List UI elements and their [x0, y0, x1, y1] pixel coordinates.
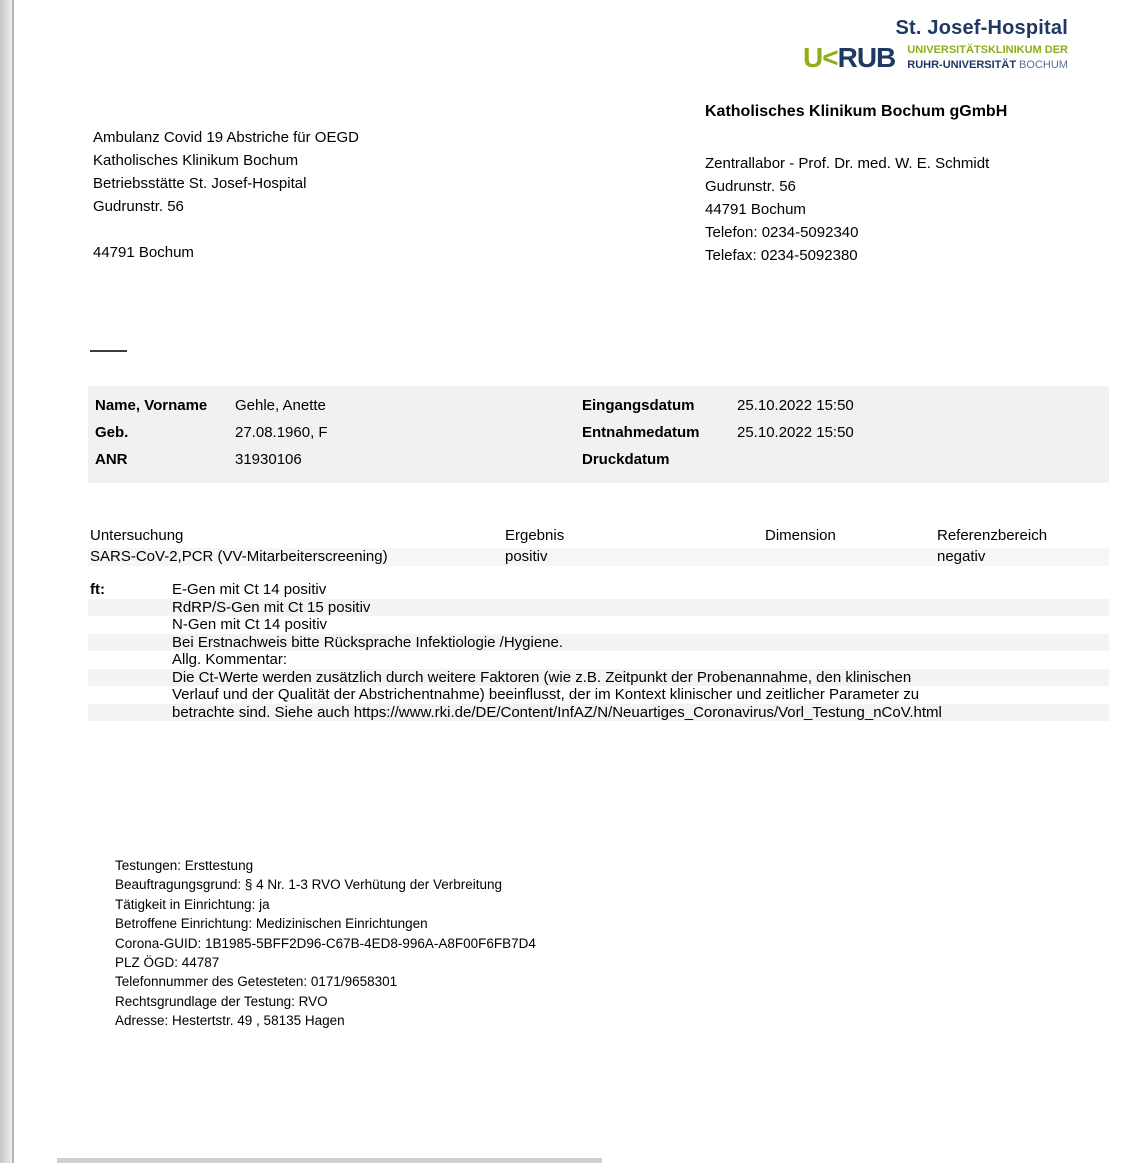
result-row-sars-cov-2 — [88, 548, 1109, 566]
info-rechtsgrundlage: Rechtsgrundlage der Testung: RVO — [115, 993, 328, 1009]
uk-logo-glyph: U< — [803, 42, 838, 73]
comment-line: N-Gen mit Ct 14 positiv — [172, 616, 328, 633]
name-label: Name, Vorname — [95, 397, 208, 414]
comment-block — [88, 581, 1109, 721]
info-beauftragungsgrund: Beauftragungsgrund: § 4 Nr. 1-3 RVO Verhütung der Verbreitung — [115, 877, 503, 893]
info-testungen: Testungen: Ersttestung — [115, 858, 254, 873]
geburtsdatum-value: 27.08.1960, F — [235, 424, 328, 441]
sender-fax: Telefax: 0234-5092380 — [705, 247, 858, 264]
entnahmedatum-label: Entnahmedatum — [582, 424, 700, 441]
comment-line: Die Ct-Werte werden zusätzlich durch weitere Faktoren (wie z.B. Zeitpunkt der Probenannahme, den klinischen — [88, 669, 1109, 687]
recipient-line: Betriebsstätte St. Josef-Hospital — [93, 175, 307, 192]
result-value: positiv — [505, 548, 548, 565]
info-adresse: Adresse: Hestertstr. 49 , 58135 Hagen — [115, 1013, 345, 1029]
comment-line: Allg. Kommentar: — [172, 651, 288, 668]
patient-row — [88, 451, 1109, 478]
comment-line: ft: E-Gen mit Ct 14 positiv — [90, 581, 327, 598]
result-reference: negativ — [937, 548, 986, 565]
hospital-name: St. Josef-Hospital — [895, 17, 1068, 39]
anr-value: 31930106 — [235, 451, 302, 468]
recipient-gap — [93, 218, 359, 241]
recipient-city: 44791 Bochum — [93, 244, 194, 261]
recipient-line: Katholisches Klinikum Bochum — [93, 152, 299, 169]
info-corona-guid: Corona-GUID: 1B1985-5BFF2D96-C67B-4ED8-996A-A8F00F6FB7D4 — [115, 935, 536, 951]
patient-info-box — [88, 386, 1109, 483]
comment-line: Bei Erstnachweis bitte Rücksprache Infektiologie /Hygiene. — [88, 634, 1109, 652]
anr-label: ANR — [95, 451, 128, 468]
druckdatum-label: Druckdatum — [582, 451, 670, 468]
hospital-branding — [803, 17, 1068, 72]
fold-mark — [90, 350, 127, 352]
result-test-name: SARS-CoV-2,PCR (VV-Mitarbeiterscreening) — [90, 548, 388, 565]
info-telefonnummer: Telefonnummer des Getesteten: 0171/9658301 — [115, 974, 398, 990]
sender-line: Zentrallabor - Prof. Dr. med. W. E. Schmidt — [705, 155, 990, 172]
ukrub-logo-text — [907, 44, 1068, 72]
page-bottom-edge — [57, 1158, 602, 1163]
oegd-info-block — [115, 856, 536, 1031]
sender-organization: Katholisches Klinikum Bochum gGmbH — [705, 103, 1008, 120]
rub-logo-glyph: RUB — [837, 42, 896, 73]
results-table — [88, 527, 1109, 566]
comment-line: Verlauf und der Qualität der Abstrichentnahme) beeinflusst, der im Kontext klinischer und zeitlicher Parameter zu — [172, 686, 920, 703]
geburtsdatum-label: Geb. — [95, 424, 129, 441]
logo-line-ruhruni: RUHR-UNIVERSITÄT BOCHUM — [907, 59, 1068, 71]
col-header-referenzbereich: Referenzbereich — [937, 527, 1048, 544]
info-plz-oegd: PLZ ÖGD: 44787 — [115, 955, 220, 971]
info-betroffene-einrichtung: Betroffene Einrichtung: Medizinischen Einrichtungen — [115, 916, 428, 932]
recipient-address — [93, 126, 359, 264]
sender-phone: Telefon: 0234-5092340 — [705, 224, 859, 241]
ukrub-wordmark — [803, 44, 895, 72]
comment-line-url: betrachte sind. Siehe auch https://www.rki.de/DE/Content/InfAZ/N/Neuartiges_Coronavirus/Vorl_Testung_nCoV.html — [88, 704, 1109, 722]
recipient-line: Ambulanz Covid 19 Abstriche für OEGD — [93, 129, 359, 146]
comment-line: RdRP/S-Gen mit Ct 15 positiv — [88, 599, 1109, 617]
ukrub-logo — [803, 44, 1068, 72]
sender-address — [705, 152, 989, 267]
sender-line: Gudrunstr. 56 — [705, 178, 796, 195]
comment-label: ft: — [90, 581, 105, 598]
sender-line: 44791 Bochum — [705, 201, 806, 218]
patient-row — [88, 397, 1109, 424]
info-taetigkeit: Tätigkeit in Einrichtung: ja — [115, 896, 270, 912]
col-header-dimension: Dimension — [765, 527, 836, 544]
eingangsdatum-label: Eingangsdatum — [582, 397, 695, 414]
col-header-ergebnis: Ergebnis — [505, 527, 565, 544]
patient-row — [88, 424, 1109, 451]
name-value: Gehle, Anette — [235, 397, 326, 414]
logo-line-uniklinikum: UNIVERSITÄTSKLINIKUM DER — [907, 44, 1068, 56]
page-left-edge — [0, 0, 14, 1163]
entnahmedatum-value: 25.10.2022 15:50 — [737, 424, 854, 441]
eingangsdatum-value: 25.10.2022 15:50 — [737, 397, 854, 414]
col-header-untersuchung: Untersuchung — [90, 527, 184, 544]
results-header-row — [88, 527, 1109, 546]
recipient-line: Gudrunstr. 56 — [93, 198, 184, 215]
